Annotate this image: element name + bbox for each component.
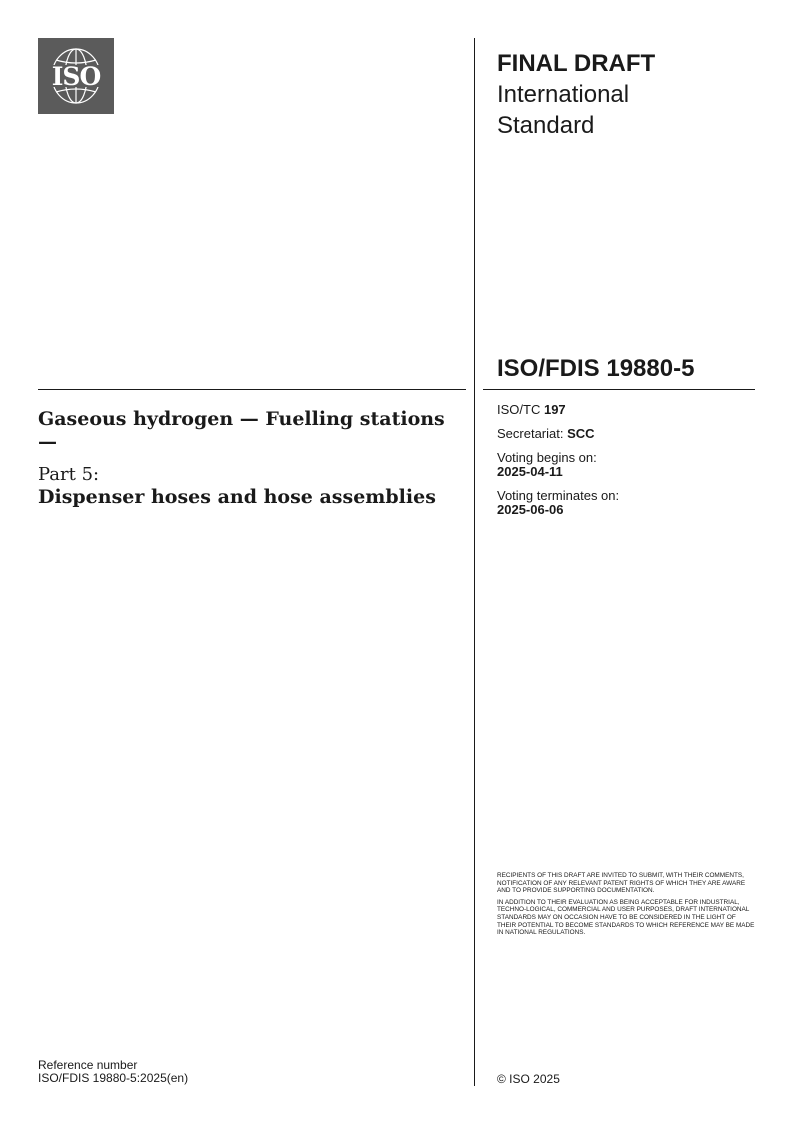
notice-paragraph-2: IN ADDITION TO THEIR EVALUATION AS BEING ACCEPTABLE FOR INDUSTRIAL, TECHNO-LOGICAL, COMMERCIAL AND USER PURPOSES, DRAFT INTERNATIONAL STANDARDS MAY ON OCCASION HAVE TO BE CONSIDERED IN THE LIGHT OF THEIR POTENTIAL TO BECOME STANDARDS TO WHICH REFERENCE MAY BE MADE IN NATIONAL REGULATIONS. <box>497 898 755 937</box>
draft-notice <box>497 872 755 941</box>
copyright: © ISO 2025 <box>497 1072 560 1086</box>
iso-globe-logo-icon <box>38 38 114 114</box>
reference-number <box>38 1059 188 1085</box>
part-title: Dispenser hoses and hose assemblies <box>38 486 436 508</box>
main-title: Gaseous hydrogen — Fuelling stations — <box>38 408 445 453</box>
voting-begins-date: 2025-04-11 <box>497 464 563 479</box>
voting-terminates-date: 2025-06-06 <box>497 502 564 517</box>
secretariat-label: Secretariat: <box>497 426 564 441</box>
logo-text: ISO <box>51 62 101 91</box>
standard-label: Standard <box>497 112 595 139</box>
voting-terminates-label: Voting terminates on: <box>497 488 620 503</box>
voting-begins-label: Voting begins on: <box>497 450 597 465</box>
voting-terminates <box>497 489 757 517</box>
tc-prefix: ISO/TC <box>497 402 541 417</box>
title-block <box>38 408 458 509</box>
tc-number: 197 <box>543 402 566 417</box>
international-label: International <box>497 81 630 108</box>
secretariat <box>497 427 757 441</box>
final-draft-label: FINAL DRAFT <box>497 50 656 77</box>
technical-committee <box>497 403 757 417</box>
document-type <box>497 48 655 141</box>
document-number: ISO/FDIS 19880-5 <box>497 355 695 382</box>
secretariat-value: SCC <box>567 426 595 441</box>
part-label: Part 5: <box>38 464 100 485</box>
vertical-divider <box>474 38 475 1086</box>
notice-paragraph-1: RECIPIENTS OF THIS DRAFT ARE INVITED TO SUBMIT, WITH THEIR COMMENTS, NOTIFICATION OF ANY RELEVANT PATENT RIGHTS OF WHICH THEY ARE AWARE AND TO PROVIDE SUPPORTING DOCUMENTATION. <box>497 872 746 895</box>
iso-logo <box>38 38 114 114</box>
left-horizontal-rule <box>38 389 466 390</box>
voting-begins <box>497 451 757 479</box>
reference-label: Reference number <box>38 1058 138 1072</box>
reference-value: ISO/FDIS 19880-5:2025(en) <box>38 1071 189 1085</box>
right-horizontal-rule <box>483 389 755 390</box>
document-metadata <box>497 403 757 527</box>
